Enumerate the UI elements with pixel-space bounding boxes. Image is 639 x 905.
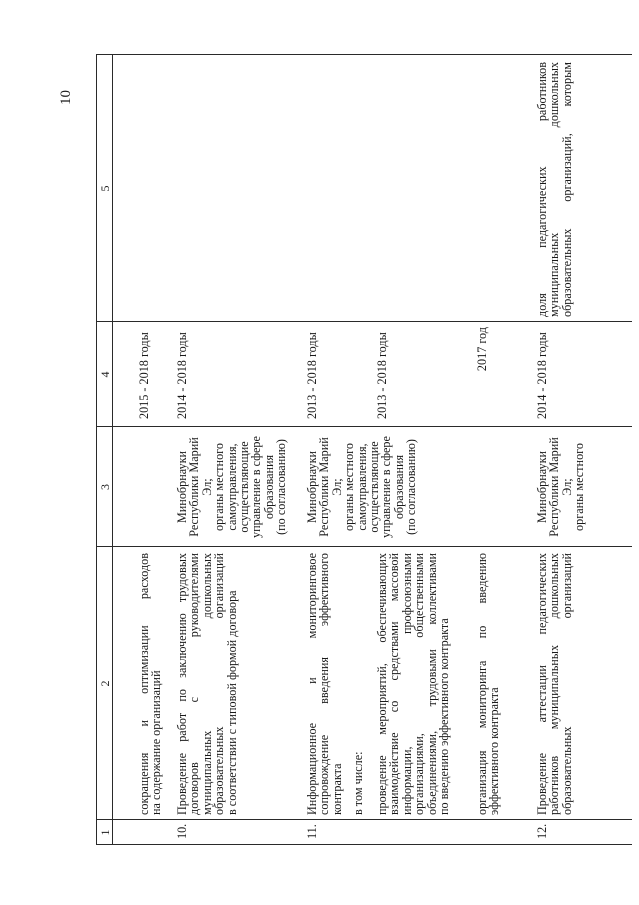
row-indicator <box>536 62 573 317</box>
table-top-border <box>96 55 97 845</box>
column-divider-1 <box>96 819 632 820</box>
text-line: договоров с руководителями <box>187 553 202 815</box>
text-line: Минобрнауки <box>175 450 189 524</box>
column-header-3: 3 <box>98 484 112 490</box>
row-item-text <box>138 553 163 815</box>
text-line: муниципальных дошкольных <box>547 62 562 317</box>
row-subitem-text <box>352 553 364 815</box>
column-divider-3 <box>96 426 632 427</box>
text-line: Проведение аттестации педагогических <box>535 553 549 815</box>
row-executor <box>306 429 418 545</box>
row-executor <box>176 429 288 545</box>
text-line: в соответствии с типовой формой договора <box>224 590 239 815</box>
text-line: органы местного <box>212 443 227 531</box>
table-right-border <box>96 54 632 55</box>
row-period: 2014 - 2018 годы <box>175 332 189 419</box>
row-period: 2015 - 2018 годы <box>137 332 151 419</box>
text-line: органы местного <box>342 443 357 531</box>
text-line: образовательных организаций <box>212 553 227 815</box>
text-line: образовательных организаций <box>559 553 574 815</box>
row-executor <box>536 429 586 545</box>
text-line: проведение мероприятий, обеспечивающих <box>375 553 389 815</box>
text-line: Минобрнауки <box>305 450 319 524</box>
row-item-text <box>176 553 238 815</box>
row-item-text <box>536 553 573 815</box>
page-number: 10 <box>58 90 74 105</box>
table-left-border <box>96 844 632 845</box>
row-number: 12. <box>535 823 549 839</box>
text-line: взаимодействие со средствами массовой <box>387 553 402 815</box>
text-line: образования <box>391 454 406 520</box>
text-line: Проведение работ по заключению трудовых <box>175 553 189 815</box>
text-line: по введению эффективного контракта <box>437 618 452 815</box>
text-line: управление в сфере <box>249 436 264 538</box>
text-line: сопровождение введения эффективного <box>317 553 332 815</box>
text-line: осуществляющие <box>237 441 252 533</box>
text-line: организациями, общественными <box>412 553 427 815</box>
text-line: самоуправления, <box>354 443 369 531</box>
row-period: 2014 - 2018 годы <box>535 332 549 419</box>
row-subitem-text <box>476 553 501 815</box>
text-line: образовательных организаций, которым <box>559 62 574 317</box>
text-line: работников муниципальных дошкольных <box>547 553 562 815</box>
text-line: (по согласованию) <box>274 439 289 535</box>
text-line: органы местного <box>572 443 587 531</box>
text-line: (по согласованию) <box>404 439 419 535</box>
column-header-1: 1 <box>98 829 112 836</box>
text-line: управление в сфере <box>379 436 394 538</box>
row-period: 2017 год <box>475 327 489 372</box>
text-line: в том числе: <box>351 751 365 815</box>
text-line: Республики Марий Эл; <box>187 437 214 537</box>
text-line: контракта <box>329 763 344 815</box>
text-line: эффективного контракта <box>487 687 502 815</box>
text-line: объединениями, трудовыми коллективами <box>424 553 439 815</box>
row-number: 10. <box>175 823 189 839</box>
text-line: Минобрнауки <box>535 450 549 524</box>
column-header-4: 4 <box>98 371 112 378</box>
column-header-5: 5 <box>98 185 112 192</box>
column-divider-4 <box>96 321 632 322</box>
row-period: 2013 - 2018 годы <box>305 332 319 419</box>
row-number: 11. <box>305 824 319 839</box>
text-line: на содержание организаций <box>149 670 164 815</box>
text-line: самоуправления, <box>224 443 239 531</box>
text-line: Информационное и мониторинговое <box>305 553 319 815</box>
text-line: муниципальных дошкольных <box>199 553 214 815</box>
text-line: Республики Марий Эл; <box>547 437 574 537</box>
row-item-text <box>306 553 343 815</box>
text-line: Республики Марий Эл; <box>317 437 344 537</box>
text-line: организация мониторинга по введению <box>475 553 489 815</box>
text-line: осуществляющие <box>367 441 382 533</box>
row-period: 2013 - 2018 годы <box>375 332 389 419</box>
column-header-2: 2 <box>98 680 112 687</box>
text-line: образования <box>261 454 276 520</box>
text-line: сокращения и оптимизации расходов <box>137 553 151 815</box>
text-line: информации, профсоюзными <box>399 553 414 815</box>
column-divider-2 <box>96 546 632 547</box>
row-subitem-text <box>376 553 450 815</box>
text-line: доля педагогических работников <box>535 62 549 317</box>
